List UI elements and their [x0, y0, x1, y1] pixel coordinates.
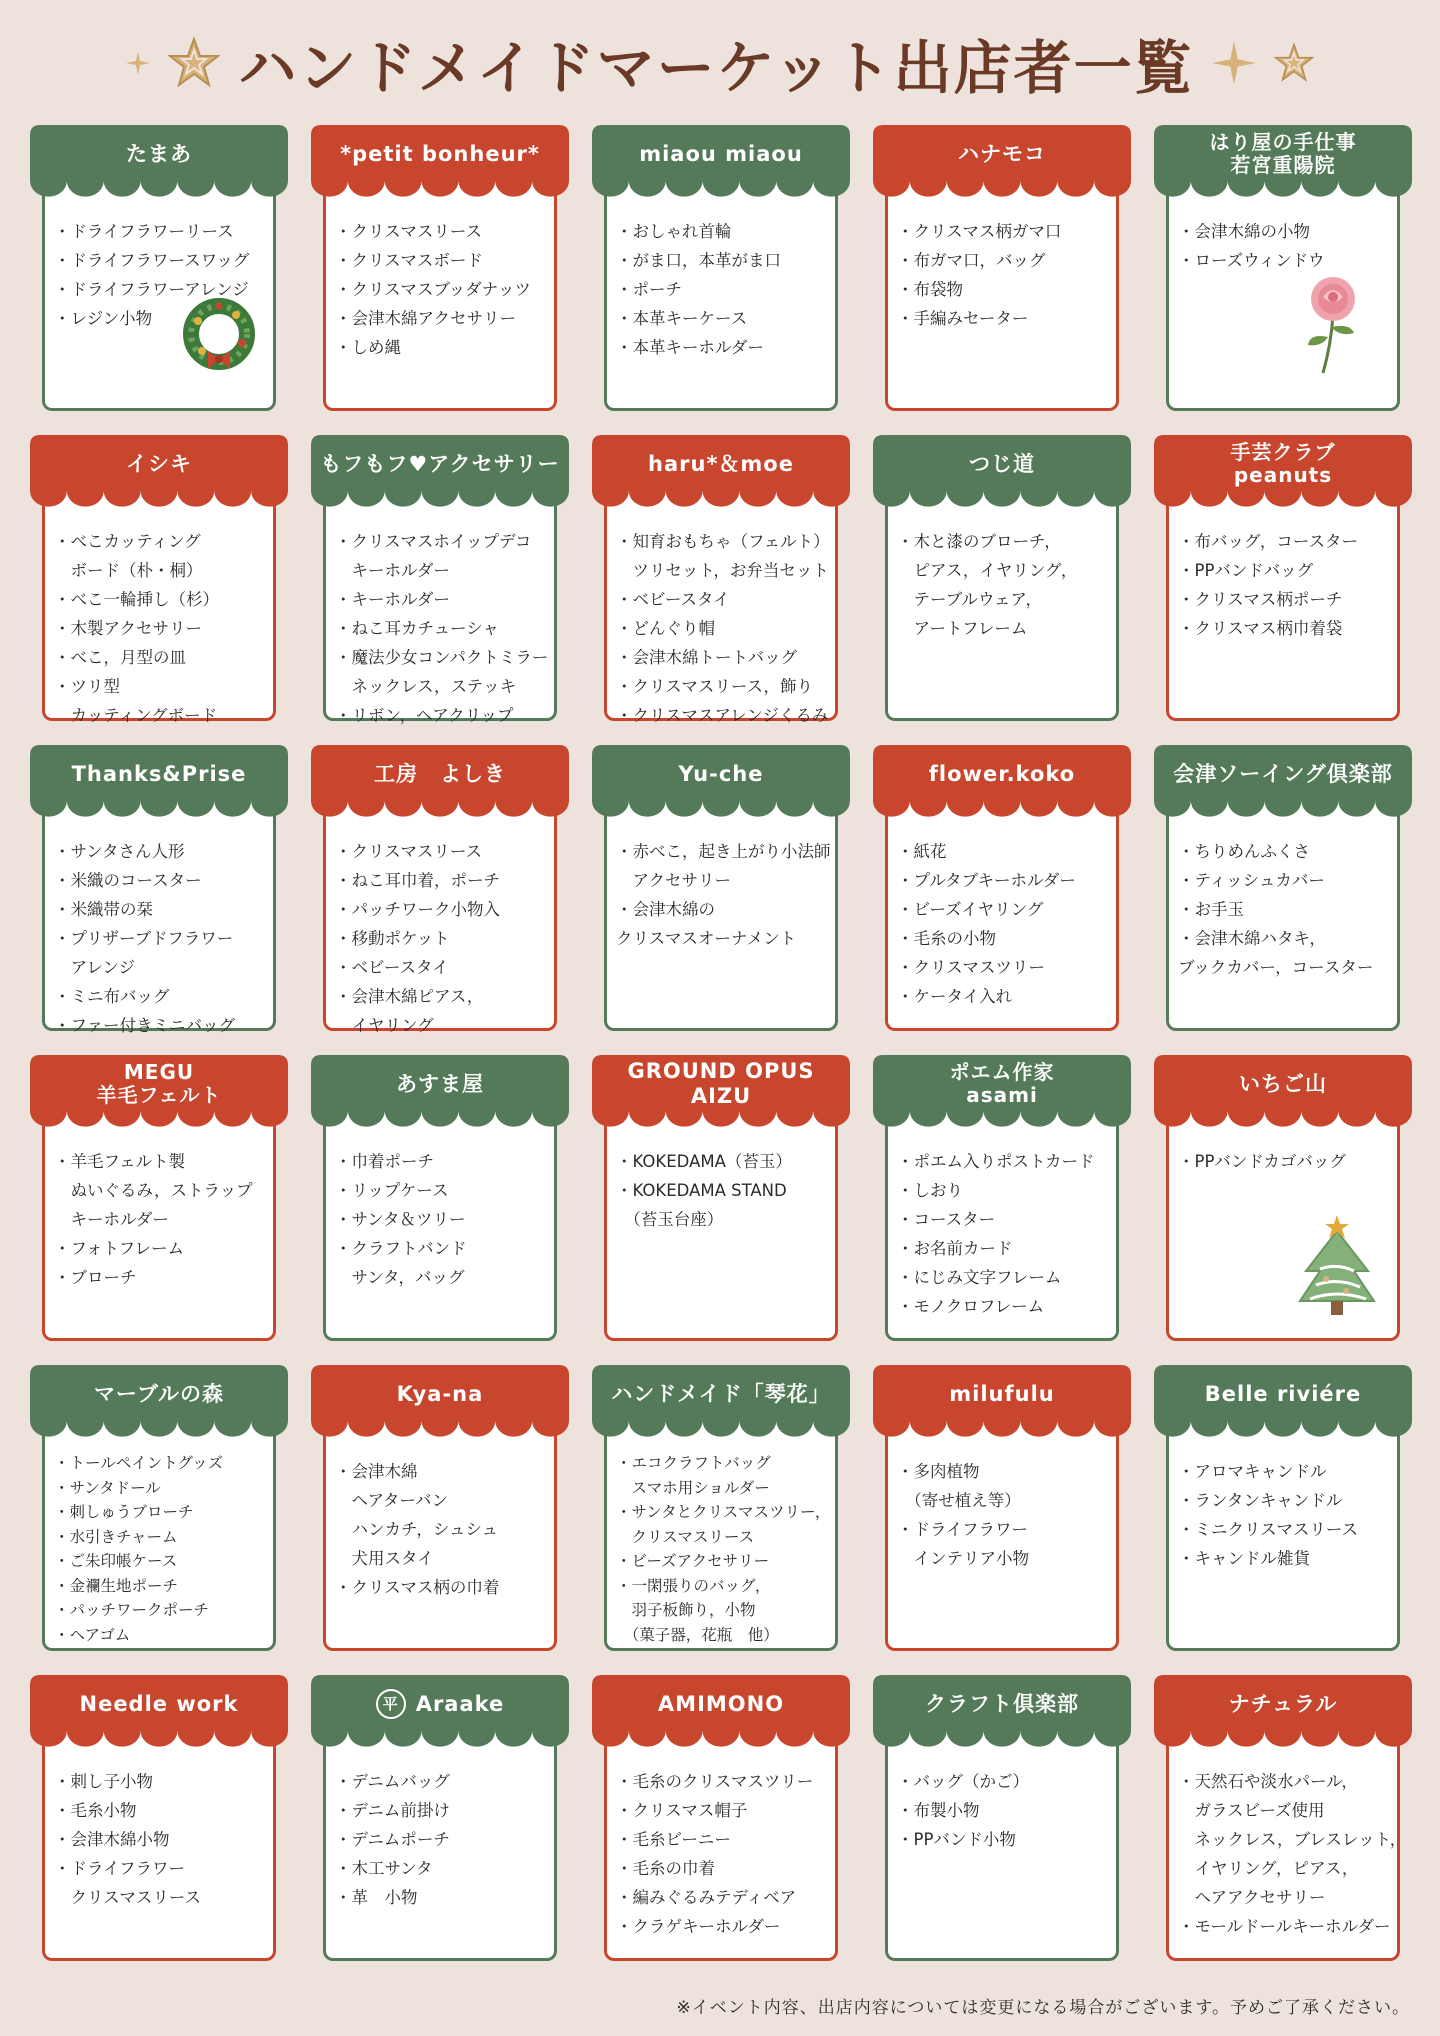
- list-item: ・ご朱印帳ケース: [54, 1552, 178, 1570]
- vendor-name: [879, 439, 1125, 489]
- list-item: ・毛糸の小物: [897, 929, 996, 948]
- item-list: [335, 1147, 553, 1292]
- list-item: ・ケータイ入れ: [897, 987, 1013, 1006]
- list-item: ・ねこ耳カチューシャ: [335, 619, 499, 638]
- list-item: テーブルウェア，: [897, 590, 1043, 609]
- vendor-name: [879, 1369, 1125, 1419]
- list-item: ・しおり: [897, 1181, 963, 1200]
- list-item: ・ファー付きミニバッグ: [54, 1016, 236, 1035]
- vendor-name-text: Araake: [415, 1691, 505, 1716]
- item-list: [54, 837, 272, 1040]
- list-item: ・会津木綿小物: [54, 1830, 170, 1849]
- vendor-name: [598, 129, 844, 179]
- list-item: ・クリスマスボード: [335, 251, 483, 270]
- list-item: ハンカチ，シュシュ: [335, 1520, 499, 1539]
- star-icon: [168, 37, 220, 89]
- vendor-name-text: MEGU 羊毛フェルト: [96, 1060, 222, 1107]
- list-item: ・コースター: [897, 1210, 996, 1229]
- list-item: ・しめ縄: [335, 338, 401, 357]
- list-item: ・会津木綿アクセサリー: [335, 309, 517, 328]
- vendor-card: [311, 435, 569, 723]
- list-item: クリスマスリース: [616, 1527, 755, 1546]
- list-item: ・ローズウィンドウ: [1178, 251, 1325, 270]
- item-list: [897, 217, 1115, 333]
- list-item: イヤリング: [335, 1016, 434, 1035]
- vendor-name: [1160, 129, 1406, 179]
- list-item: ・ミニ布バッグ: [54, 987, 170, 1006]
- vendor-card: [873, 1365, 1131, 1653]
- list-item: アートフレーム: [897, 619, 1028, 638]
- list-item: ・エコクラフトバッグ: [616, 1454, 771, 1472]
- vendor-card: [30, 435, 288, 723]
- list-item: ・木製アクセサリー: [54, 619, 203, 638]
- list-item: ・クラゲキーホルダー: [616, 1917, 781, 1936]
- list-item: 犬用スタイ: [335, 1549, 434, 1568]
- vendor-name: [879, 129, 1125, 179]
- list-item: ・クリスマスリース: [335, 842, 483, 861]
- list-item: ・会津木綿ハタキ，: [1178, 929, 1326, 948]
- vendor-name: [36, 1679, 282, 1729]
- list-item: ・パッチワークポーチ: [54, 1601, 210, 1619]
- list-item: ・キャンドル雑貨: [1178, 1549, 1310, 1568]
- list-item: ・レジン小物: [54, 309, 153, 328]
- list-item: ・刺しゅうブローチ: [54, 1503, 194, 1521]
- vendor-name-text: Kya-na: [396, 1381, 484, 1406]
- vendor-card: [592, 745, 850, 1033]
- list-item: ・ベビースタイ: [616, 590, 730, 609]
- list-item: ・会津木綿トートバッグ: [616, 648, 798, 667]
- list-item: ・PPバンドバッグ: [1178, 561, 1314, 580]
- list-item: ・ドライフラワースワッグ: [54, 251, 250, 270]
- vendor-card: [30, 745, 288, 1033]
- vendor-name: [36, 129, 282, 179]
- item-list: [897, 527, 1115, 643]
- list-item: ネックレス，ブレスレット，: [1178, 1830, 1407, 1849]
- list-item: ・クリスマスリース，飾り: [616, 677, 814, 696]
- list-item: ・クリスマスブッダナッツ: [335, 280, 531, 299]
- vendor-name: [1160, 1369, 1406, 1419]
- vendor-card: [873, 745, 1131, 1033]
- list-item: ・クリスマス柄巾着袋: [1178, 619, 1343, 638]
- vendor-card: [1154, 125, 1412, 413]
- vendor-name: [1160, 1679, 1406, 1729]
- wreath-icon: [178, 293, 260, 379]
- footnote: ※イベント内容、出店内容については変更になる場合がございます。予めご了承ください。: [676, 1998, 1410, 2018]
- list-item: ・べこ，月型の皿: [54, 648, 186, 667]
- page-title: ハンドメイドマーケット出店者一覧: [238, 34, 1194, 102]
- item-list: [54, 1767, 272, 1912]
- list-item: ・会津木綿の小物: [1178, 222, 1310, 241]
- list-item: ・布製小物: [897, 1801, 980, 1820]
- list-item: 羽子板飾り，小物: [616, 1601, 756, 1619]
- list-item: ・ツリ型: [54, 677, 120, 696]
- list-item: ・どんぐり帽: [616, 619, 715, 638]
- vendor-name-text: イシキ: [126, 451, 192, 476]
- list-item: アレンジ: [54, 958, 136, 977]
- list-item: ・知育おもちゃ（フェルト）: [616, 532, 830, 551]
- vendor-card: [592, 125, 850, 413]
- list-item: ・おしゃれ首輪: [616, 222, 732, 241]
- list-item: ・毛糸ビーニー: [616, 1830, 731, 1849]
- item-list: [335, 527, 553, 730]
- vendor-card: [592, 1675, 850, 1963]
- vendor-name-text: ナチュラル: [1228, 1691, 1338, 1716]
- item-list: [54, 1451, 272, 1647]
- vendor-name-text: クラフト倶楽部: [925, 1691, 1079, 1716]
- vendor-card: [1154, 1675, 1412, 1963]
- list-item: ・ベビースタイ: [335, 958, 449, 977]
- vendor-card: [30, 1365, 288, 1653]
- vendor-name: [1160, 749, 1406, 799]
- list-item: ・会津木綿の: [616, 900, 715, 919]
- list-item: ・ドライフラワーリース: [54, 222, 234, 241]
- item-list: [616, 1147, 834, 1234]
- list-item: ・クリスマス柄ポーチ: [1178, 590, 1343, 609]
- list-item: ・サンタとクリスマスツリー，: [616, 1503, 831, 1521]
- list-item: ・一閑張りのバッグ，: [616, 1576, 771, 1595]
- vendor-name-text: miaou miaou: [639, 141, 803, 166]
- vendor-name: [598, 1369, 844, 1419]
- list-item: ・お名前カード: [897, 1239, 1013, 1258]
- item-list: [335, 837, 553, 1040]
- item-list: [335, 1767, 553, 1912]
- vendor-name: [879, 749, 1125, 799]
- list-item: ・クリスマスリース: [335, 222, 483, 241]
- vendor-name-text: 会津ソーイング倶楽部: [1173, 761, 1393, 786]
- item-list: [897, 837, 1115, 1011]
- item-list: [335, 217, 553, 362]
- list-item: ・クリスマス柄の巾着: [335, 1578, 500, 1597]
- vendor-name-text: はり屋の手仕事 若宮重陽院: [1209, 130, 1357, 177]
- list-item: ツリセット，お弁当セット: [616, 561, 829, 580]
- item-list: [1178, 217, 1396, 275]
- list-item: ・ドライフラワー: [54, 1859, 186, 1878]
- list-item: ・ランタンキャンドル: [1178, 1491, 1343, 1510]
- vendor-name-text: haru*＆moe: [648, 451, 794, 476]
- list-item: ・水引きチャーム: [54, 1527, 178, 1546]
- vendor-name-text: *petit bonheur*: [340, 141, 540, 166]
- list-item: ・毛糸小物: [54, 1801, 137, 1820]
- list-item: ・ティッシュカバー: [1178, 871, 1325, 890]
- vendor-name-text: つじ道: [969, 451, 1035, 476]
- list-item: ・会津木綿: [335, 1462, 418, 1481]
- list-item: イヤリング，ピアス，: [1178, 1859, 1359, 1878]
- vendor-name: [598, 1059, 844, 1109]
- list-item: ・KOKEDAMA（苔玉）: [616, 1152, 792, 1171]
- list-item: ・プルタブキーホルダー: [897, 871, 1076, 890]
- vendor-grid: [30, 125, 1415, 1963]
- list-item: カッティングボード: [54, 706, 218, 725]
- vendor-name-text: Needle work: [79, 1691, 239, 1716]
- list-item: ・手編みセーター: [897, 309, 1029, 328]
- list-item: ・刺し子小物: [54, 1772, 153, 1791]
- list-item: ・羊毛フェルト製: [54, 1152, 186, 1171]
- list-item: ・ドライフラワーアレンジ: [54, 280, 249, 299]
- list-item: ・にじみ文字フレーム: [897, 1268, 1062, 1287]
- vendor-name-text: milufulu: [949, 1381, 1055, 1406]
- item-list: [1178, 1767, 1407, 1941]
- vendor-name-text: Belle riviére: [1204, 1381, 1362, 1406]
- list-item: クリスマスリース: [54, 1888, 202, 1907]
- list-item: ・プリザーブドフラワー: [54, 929, 234, 948]
- vendor-card: [873, 435, 1131, 723]
- list-item: ・紙花: [897, 842, 947, 861]
- list-item: ・べこカッティング: [54, 532, 201, 551]
- vendor-card: [1154, 1365, 1412, 1653]
- list-item: ・お手玉: [1178, 900, 1244, 919]
- vendor-name: [317, 1059, 563, 1109]
- item-list: [616, 1451, 834, 1647]
- list-item: ・ビーズイヤリング: [897, 900, 1044, 919]
- vendor-card: [592, 1365, 850, 1653]
- list-item: ・ポーチ: [616, 280, 682, 299]
- sparkle-icon: [126, 51, 150, 75]
- vendor-name-text: flower.koko: [928, 761, 1076, 786]
- list-item: ・クリスマスホイップデコ: [335, 532, 532, 551]
- list-item: ・べこ一輪挿し（杉）: [54, 590, 219, 609]
- vendor-name-text: GROUND OPUS AIZU: [627, 1059, 815, 1108]
- list-item: ・クリスマスアレンジくるみ: [616, 706, 829, 725]
- list-item: インテリア小物: [897, 1549, 1029, 1568]
- list-item: ・フォトフレーム: [54, 1239, 185, 1258]
- vendor-card: [311, 1365, 569, 1653]
- list-item: ・クリスマス帽子: [616, 1801, 748, 1820]
- vendor-name: [36, 749, 282, 799]
- list-item: ・ミニクリスマスリース: [1178, 1520, 1359, 1539]
- item-list: [897, 1457, 1115, 1573]
- list-item: ・布バッグ，コースター: [1178, 532, 1359, 551]
- list-item: ・毛糸のクリスマスツリー: [616, 1772, 814, 1791]
- list-item: ・赤べこ，起き上がり小法師: [616, 842, 831, 861]
- list-item: ・巾着ポーチ: [335, 1152, 434, 1171]
- item-list: [897, 1767, 1115, 1854]
- list-item: ヘアアクセサリー: [1178, 1888, 1326, 1907]
- item-list: [616, 837, 834, 953]
- list-item: ・ポエム入りポストカード: [897, 1152, 1095, 1171]
- vendor-name: [317, 749, 563, 799]
- list-item: ・多肉植物: [897, 1462, 980, 1481]
- vendor-name-text: ポエム作家 asami: [949, 1060, 1055, 1107]
- list-item: クリスマスオーナメント: [616, 929, 797, 948]
- vendor-name: [1160, 439, 1406, 489]
- item-list: [616, 527, 834, 730]
- list-item: ・天然石や淡水パール，: [1178, 1772, 1358, 1791]
- vendor-name-text: ハンドメイド「琴花」: [611, 1381, 831, 1406]
- vendor-logo-mark: 平: [376, 1689, 406, 1719]
- item-list: [616, 217, 834, 362]
- vendor-card: [311, 125, 569, 413]
- vendor-name-text: AMIMONO: [657, 1691, 785, 1716]
- list-item: ブックカバー，コースター: [1178, 958, 1374, 977]
- vendor-name-text: マーブルの森: [93, 1381, 225, 1406]
- item-list: [54, 1147, 272, 1292]
- vendor-name: [317, 129, 563, 179]
- vendor-name-text: いちご山: [1239, 1071, 1327, 1096]
- list-item: ボード（朴・桐）: [54, 561, 203, 580]
- vendor-name: [36, 1369, 282, 1419]
- list-item: キーホルダー: [54, 1210, 169, 1229]
- vendor-name: [598, 439, 844, 489]
- item-list: [1178, 837, 1396, 982]
- sparkle-icon: [1212, 41, 1256, 85]
- vendor-name-text: 工房 よしき: [374, 761, 506, 786]
- list-item: ・会津木綿ピアス，: [335, 987, 484, 1006]
- christmas-tree-icon: [1294, 1215, 1380, 1331]
- list-item: ・ちりめんふくさ: [1178, 842, 1310, 861]
- vendor-card: [30, 1675, 288, 1963]
- vendor-name: [879, 1679, 1125, 1729]
- list-item: ネックレス，ステッキ: [335, 677, 517, 696]
- vendor-card: [873, 1055, 1131, 1343]
- list-item: （菓子器，花瓶 他）: [616, 1625, 779, 1644]
- vendor-name-text: たまあ: [126, 141, 192, 166]
- list-item: ・キーホルダー: [335, 590, 450, 609]
- list-item: ・編みぐるみテディベア: [616, 1888, 797, 1907]
- list-item: ・トールペイントグッズ: [54, 1454, 224, 1472]
- vendor-name-text: 手芸クラブ peanuts: [1230, 440, 1336, 487]
- list-item: ・ビーズアクセサリー: [616, 1552, 770, 1570]
- list-item: ・布ガマ口，バッグ: [897, 251, 1046, 270]
- vendor-name: [36, 1059, 282, 1109]
- list-item: ・クリスマス柄ガマ口: [897, 222, 1062, 241]
- item-list: [616, 1767, 834, 1941]
- vendor-name-text: あすま屋: [396, 1071, 484, 1096]
- list-item: ・クラフトバンド: [335, 1239, 467, 1258]
- vendor-card: [311, 745, 569, 1033]
- item-list: [335, 1457, 553, 1602]
- list-item: （寄せ植え等）: [897, 1491, 1021, 1510]
- vendor-card: [592, 435, 850, 723]
- vendor-name: [317, 1369, 563, 1419]
- vendor-card: [311, 1055, 569, 1343]
- list-item: ・モノクロフレーム: [897, 1297, 1045, 1316]
- list-item: ・ねこ耳巾着，ポーチ: [335, 871, 500, 890]
- list-item: ・ブローチ: [54, 1268, 137, 1287]
- list-item: ・魔法少女コンパクトミラー: [335, 648, 549, 667]
- vendor-name: [36, 439, 282, 489]
- vendor-name-text: ハナモコ: [958, 141, 1046, 166]
- page-header: [0, 18, 1440, 108]
- vendor-name: [1160, 1059, 1406, 1109]
- star-icon: [1274, 43, 1314, 83]
- vendor-card: [1154, 1055, 1412, 1343]
- list-item: ガラスビーズ使用: [1178, 1801, 1325, 1820]
- vendor-card: [1154, 745, 1412, 1033]
- vendor-card: [592, 1055, 850, 1343]
- list-item: ・木と漆のブローチ，: [897, 532, 1061, 551]
- list-item: ・布袋物: [897, 280, 963, 299]
- vendor-name: [317, 1679, 563, 1729]
- list-item: ・モールドールキーホルダー: [1178, 1917, 1391, 1936]
- list-item: ・毛糸の巾着: [616, 1859, 715, 1878]
- list-item: （苔玉台座）: [616, 1210, 724, 1229]
- list-item: ・バッグ（かご）: [897, 1772, 1029, 1791]
- list-item: ・KOKEDAMA STAND: [616, 1181, 787, 1200]
- list-item: ピアス，イヤリング，: [897, 561, 1078, 580]
- vendor-name-text: もフもフ♥アクセサリー: [320, 451, 560, 476]
- list-item: ・本革キーケース: [616, 309, 748, 328]
- vendor-name: [879, 1059, 1125, 1109]
- vendor-card: [1154, 435, 1412, 723]
- list-item: ・革 小物: [335, 1888, 418, 1907]
- vendor-card: [873, 1675, 1131, 1963]
- list-item: ・パッチワーク小物入: [335, 900, 500, 919]
- vendor-card: [30, 1055, 288, 1343]
- list-item: ・アロマキャンドル: [1178, 1462, 1327, 1481]
- list-item: ・木工サンタ: [335, 1859, 433, 1878]
- list-item: ・ヘアゴム: [54, 1625, 131, 1644]
- list-item: ぬいぐるみ，ストラップ: [54, 1181, 253, 1200]
- list-item: ・デニムポーチ: [335, 1830, 450, 1849]
- list-item: スマホ用ショルダー: [616, 1478, 770, 1497]
- list-item: ・移動ポケット: [335, 929, 450, 948]
- item-list: [1178, 527, 1396, 643]
- list-item: ・がま口，本革がま口: [616, 251, 781, 270]
- vendor-name-text: Thanks&Prise: [71, 761, 247, 786]
- list-item: ・リボン，ヘアクリップ: [335, 706, 514, 725]
- vendor-name: [317, 439, 563, 489]
- vendor-card: [311, 1675, 569, 1963]
- list-item: ・サンタ＆ツリー: [335, 1210, 466, 1229]
- list-item: アクセサリー: [616, 871, 732, 890]
- list-item: ・サンタドール: [54, 1478, 161, 1497]
- item-list: [897, 1147, 1115, 1321]
- list-item: ・デニムバッグ: [335, 1772, 450, 1791]
- list-item: ・ドライフラワー: [897, 1520, 1029, 1539]
- list-item: ヘアターバン: [335, 1491, 449, 1510]
- list-item: サンタ，バッグ: [335, 1268, 465, 1287]
- vendor-name: [598, 1679, 844, 1729]
- rose-icon: [1298, 275, 1368, 379]
- list-item: ・リップケース: [335, 1181, 449, 1200]
- vendor-card: [873, 125, 1131, 413]
- item-list: [1178, 1147, 1396, 1176]
- list-item: ・米織帯の栞: [54, 900, 153, 919]
- list-item: ・PPバンドカゴバッグ: [1178, 1152, 1346, 1171]
- item-list: [1178, 1457, 1396, 1573]
- list-item: ・デニム前掛け: [335, 1801, 450, 1820]
- list-item: ・PPバンド小物: [897, 1830, 1016, 1849]
- item-list: [54, 527, 272, 730]
- list-item: ・クリスマスツリー: [897, 958, 1045, 977]
- vendor-name-text: Yu-che: [678, 761, 764, 786]
- list-item: ・本革キーホルダー: [616, 338, 764, 357]
- list-item: ・米織のコースター: [54, 871, 202, 890]
- list-item: ・サンタさん人形: [54, 842, 185, 861]
- list-item: キーホルダー: [335, 561, 450, 580]
- vendor-card: [30, 125, 288, 413]
- vendor-name: [598, 749, 844, 799]
- list-item: ・金襴生地ポーチ: [54, 1576, 179, 1595]
